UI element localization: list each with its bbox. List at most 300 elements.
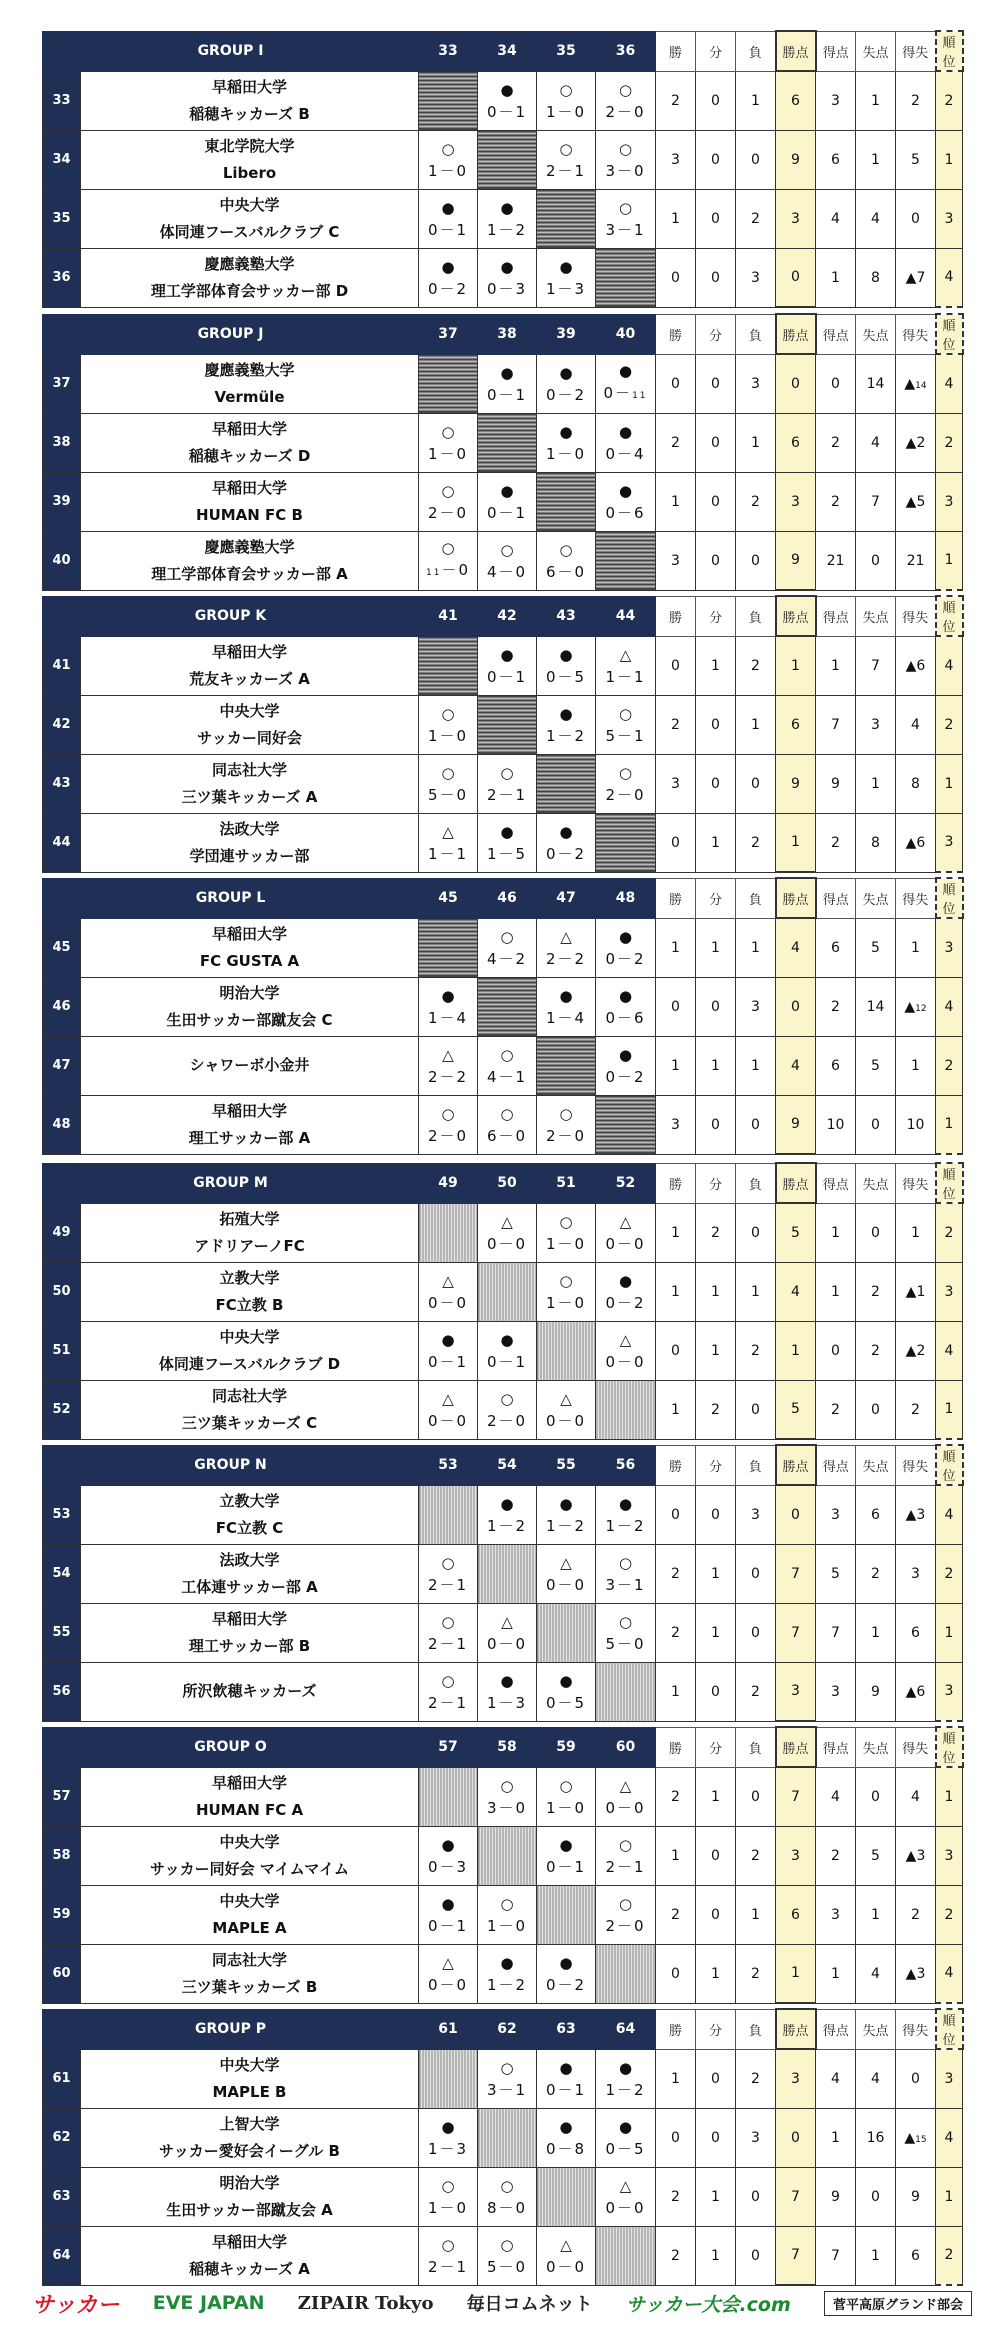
team-stat: 0 [656, 354, 696, 413]
result-symbol: ○ [441, 2176, 455, 2195]
result-symbol: ● [618, 2058, 633, 2077]
team-stat: 0 [736, 130, 776, 189]
team-name [81, 695, 419, 754]
self-match-cell [478, 130, 537, 189]
self-match-cell [478, 1262, 537, 1321]
self-match-cell [537, 189, 596, 248]
team-row [43, 354, 963, 413]
team-stat: 1 [736, 71, 776, 130]
match-score: 3－1 [605, 1575, 646, 1594]
team-name [81, 354, 419, 413]
team-stat: 3 [656, 130, 696, 189]
team-stat: 3 [936, 472, 963, 531]
result-symbol: △ [619, 2176, 632, 2195]
team-stat: 2 [936, 1885, 963, 1944]
match-result [419, 1826, 478, 1885]
match-result [537, 977, 596, 1036]
match-result [478, 354, 537, 413]
group-header-row [43, 596, 963, 636]
team-stat: ▲15 [896, 2108, 936, 2167]
team-stat: 0 [736, 1544, 776, 1603]
result-symbol: ○ [500, 2058, 514, 2077]
match-result [419, 1036, 478, 1095]
team-stat: 1 [656, 918, 696, 977]
team-stat: 2 [656, 2167, 696, 2226]
team-name-line2: MAPLE A [212, 1918, 287, 1937]
team-stat: 4 [856, 413, 896, 472]
sponsor-logo-soccer: サッカー [32, 2292, 120, 2318]
team-stat: 1 [656, 1826, 696, 1885]
result-symbol: ○ [618, 763, 633, 782]
result-symbol: △ [501, 1212, 513, 1231]
match-score: 1－0 [427, 726, 469, 745]
result-symbol: ● [500, 1494, 514, 1513]
match-score: 0－1 [486, 503, 528, 522]
team-name-line1: 立教大学 [219, 1268, 280, 1287]
team-stat: 3 [816, 1885, 856, 1944]
team-number: 54 [43, 1544, 81, 1603]
result-symbol: △ [619, 1212, 632, 1231]
team-stat: 4 [816, 1767, 856, 1826]
result-symbol: ○ [500, 2176, 514, 2195]
team-stat: 2 [856, 1262, 896, 1321]
match-score: 0－1 [486, 102, 528, 121]
team-name [81, 813, 419, 872]
team-stat: 0 [776, 248, 816, 307]
team-stat: 0 [776, 2108, 816, 2167]
match-result [419, 189, 478, 248]
team-name-line1: 立教大学 [219, 1491, 280, 1510]
team-stat: 0 [696, 248, 736, 307]
match-result [419, 2226, 478, 2285]
match-result [596, 1767, 656, 1826]
column-team-number: 54 [478, 1445, 537, 1485]
team-stat: 1 [696, 1603, 736, 1662]
team-stat: 1 [816, 636, 856, 695]
stat-header: 失点 [856, 596, 896, 636]
result-symbol: ○ [441, 763, 455, 782]
match-result [419, 695, 478, 754]
team-stat: 1 [696, 1544, 736, 1603]
team-stat: ▲3 [896, 1826, 936, 1885]
column-team-number: 43 [537, 596, 596, 636]
team-number: 43 [43, 754, 81, 813]
match-score: 1－1 [427, 844, 469, 863]
team-stat: 4 [936, 636, 963, 695]
team-stat: 1 [856, 130, 896, 189]
match-score: 3－1 [486, 2080, 528, 2099]
team-number: 42 [43, 695, 81, 754]
team-name-line2: サッカー同好会 [197, 728, 302, 747]
stat-header: 負 [736, 314, 776, 354]
group-table [42, 1162, 964, 1440]
column-team-number: 63 [537, 2009, 596, 2049]
match-score: 2－0 [605, 1916, 646, 1935]
team-stat: 4 [776, 918, 816, 977]
match-result [596, 1603, 656, 1662]
team-stat: 0 [656, 636, 696, 695]
team-stat: 4 [856, 2049, 896, 2108]
match-result [537, 1662, 596, 1721]
team-stat: 2 [656, 71, 696, 130]
match-result [596, 1826, 656, 1885]
match-score: 2－0 [427, 1126, 469, 1145]
match-score: 5－1 [605, 726, 646, 745]
team-name-line1: 慶應義塾大学 [204, 537, 295, 556]
team-name-line1: 同志社大学 [212, 1950, 288, 1969]
team-stat: 9 [896, 2167, 936, 2226]
team-stat: 2 [816, 813, 856, 872]
match-score: 3－1 [605, 220, 646, 239]
team-stat: 6 [776, 1885, 816, 1944]
stat-header: 勝点 [776, 2009, 816, 2049]
team-number: 57 [43, 1767, 81, 1826]
team-stat: 2 [936, 71, 963, 130]
stat-header: 勝 [656, 31, 696, 71]
team-stat: 1 [696, 1036, 736, 1095]
team-stat: 0 [736, 1603, 776, 1662]
team-stat: 1 [696, 636, 736, 695]
stat-header: 順位 [936, 1445, 963, 1485]
team-number: 46 [43, 977, 81, 1036]
team-row [43, 1380, 963, 1439]
team-row [43, 130, 963, 189]
column-team-number: 59 [537, 1727, 596, 1767]
team-name-line1: 同志社大学 [211, 760, 287, 779]
match-result [478, 1203, 537, 1262]
team-stat: 7 [816, 695, 856, 754]
group-name: GROUP N [43, 1445, 419, 1485]
team-stat: 3 [776, 1826, 816, 1885]
result-symbol: △ [442, 1271, 454, 1290]
team-stat: 6 [896, 2226, 936, 2285]
match-score: 0－4 [605, 444, 646, 463]
team-stat: ▲7 [896, 248, 936, 307]
team-name-line1: 早稲田大学 [211, 642, 287, 661]
team-name [81, 1203, 419, 1262]
stat-header: 勝 [656, 596, 696, 636]
team-stat: 2 [656, 2226, 696, 2285]
self-match-cell [596, 1095, 656, 1154]
group-name: GROUP P [43, 2009, 419, 2049]
stat-header: 得点 [816, 1727, 856, 1767]
team-stat: ▲12 [896, 977, 936, 1036]
team-row [43, 248, 963, 307]
team-stat: 3 [736, 2108, 776, 2167]
team-name-line2: サッカー同好会 マイムマイム [149, 1859, 350, 1878]
result-symbol: ○ [559, 80, 573, 99]
match-score: 2－0 [427, 503, 469, 522]
stat-header: 負 [736, 878, 776, 918]
result-symbol: ● [618, 1494, 633, 1513]
match-score: 0－6 [605, 1008, 646, 1027]
self-match-cell [537, 472, 596, 531]
team-stat: 0 [856, 1767, 896, 1826]
team-name [81, 1885, 419, 1944]
team-stat: 0 [696, 2108, 736, 2167]
team-stat: 3 [656, 754, 696, 813]
match-score: 0－1 [427, 1916, 469, 1935]
team-name-line2: 工体連サッカー部 A [181, 1577, 318, 1596]
team-number: 34 [43, 130, 81, 189]
self-match-cell [596, 813, 656, 872]
stat-header: 勝 [656, 1727, 696, 1767]
team-stat: 1 [736, 1262, 776, 1321]
team-stat: 7 [776, 1603, 816, 1662]
team-stat: 0 [856, 1095, 896, 1154]
column-team-number: 52 [596, 1163, 656, 1203]
match-result [478, 1036, 537, 1095]
match-result [596, 977, 656, 1036]
column-team-number: 38 [478, 314, 537, 354]
team-name-line2: FC立教 C [215, 1518, 284, 1537]
team-name-line1: 早稲田大学 [212, 478, 288, 497]
team-stat: 21 [816, 531, 856, 590]
group-name: GROUP I [43, 31, 419, 71]
match-result [419, 413, 478, 472]
team-name-line2: Libero [222, 163, 277, 182]
team-stat: ▲6 [896, 813, 936, 872]
self-match-cell [537, 1321, 596, 1380]
team-name [81, 2049, 419, 2108]
team-stat: 0 [736, 2167, 776, 2226]
sponsor-logo-soccer-taikai: サッカー大会.com [625, 2293, 791, 2316]
match-score: 0－2 [545, 385, 587, 404]
team-stat: 0 [856, 2167, 896, 2226]
match-score: 0－6 [605, 503, 646, 522]
team-row [43, 1262, 963, 1321]
team-stat: ▲14 [896, 354, 936, 413]
team-row [43, 1826, 963, 1885]
team-stat: 0 [736, 754, 776, 813]
stat-header: 得失 [896, 1727, 936, 1767]
result-symbol: △ [619, 1776, 632, 1795]
team-stat: 6 [776, 695, 816, 754]
stat-header: 勝点 [776, 1445, 816, 1485]
team-stat: 14 [856, 354, 896, 413]
stat-header: 失点 [856, 2009, 896, 2049]
team-row [43, 1203, 963, 1262]
team-number: 60 [43, 1944, 81, 2003]
match-score: 2－2 [545, 949, 587, 968]
self-match-cell [596, 1944, 656, 2003]
team-row [43, 413, 963, 472]
team-name [81, 1321, 419, 1380]
stat-header: 分 [696, 1727, 736, 1767]
team-name-line1: 法政大学 [219, 819, 280, 838]
match-result [478, 918, 537, 977]
match-result [478, 71, 537, 130]
match-result [419, 130, 478, 189]
team-stat: 10 [896, 1095, 936, 1154]
stat-header: 順位 [936, 1727, 963, 1767]
team-name-line2: 体同連フースバルクラブ C [159, 222, 340, 241]
team-name-line2: 理工サッカー部 B [188, 1636, 311, 1655]
stat-header: 順位 [936, 1163, 963, 1203]
team-stat: 0 [736, 1095, 776, 1154]
match-score: 2－1 [427, 1634, 469, 1653]
stat-header: 得失 [896, 314, 936, 354]
result-symbol: ○ [500, 927, 514, 946]
match-score: 0－8 [545, 2139, 587, 2158]
team-stat: ▲3 [896, 1944, 936, 2003]
team-name-line1: シャワーボ小金井 [189, 1056, 310, 1074]
result-symbol: ● [500, 257, 514, 276]
match-result [419, 1944, 478, 2003]
team-stat: 3 [936, 813, 963, 872]
self-match-cell [419, 1485, 478, 1544]
match-score: 2－1 [427, 1575, 469, 1594]
team-stat: 3 [936, 1262, 963, 1321]
match-score: 0－0 [427, 1975, 469, 1994]
team-name-line2: 体同連フースバルクラブ D [158, 1354, 341, 1373]
match-score: 8－0 [486, 2198, 528, 2217]
team-name [81, 1262, 419, 1321]
team-stat: 0 [776, 1485, 816, 1544]
match-result [478, 1944, 537, 2003]
match-score: 1－1 [605, 667, 646, 686]
team-stat: 4 [776, 1262, 816, 1321]
team-name-line2: 理工サッカー部 A [188, 1128, 311, 1147]
group-header-row [43, 878, 963, 918]
match-result [596, 1321, 656, 1380]
team-row [43, 2226, 963, 2285]
stat-header: 分 [696, 314, 736, 354]
team-stat: 1 [776, 1944, 816, 2003]
team-number: 33 [43, 71, 81, 130]
team-stat: 1 [936, 1380, 963, 1439]
team-number: 39 [43, 472, 81, 531]
team-stat: 0 [696, 1662, 736, 1721]
team-stat: 9 [776, 531, 816, 590]
stat-header: 順位 [936, 2009, 963, 2049]
result-symbol: ● [618, 481, 633, 500]
team-stat: 1 [856, 1885, 896, 1944]
stat-header: 得失 [896, 1445, 936, 1485]
stat-header: 得失 [896, 878, 936, 918]
team-row [43, 1885, 963, 1944]
match-result [537, 71, 596, 130]
team-stat: 2 [656, 1603, 696, 1662]
result-symbol: ● [500, 80, 514, 99]
team-stat: 2 [896, 71, 936, 130]
team-stat: 3 [816, 71, 856, 130]
result-symbol: △ [560, 1553, 572, 1572]
team-name-line2: 理工学部体育会サッカー部 D [150, 281, 349, 300]
team-name-line2: HUMAN FC B [196, 505, 303, 524]
match-result [419, 2167, 478, 2226]
team-stat: 1 [696, 1944, 736, 2003]
team-stat: 2 [736, 1662, 776, 1721]
team-name-line2: 三ツ葉キッカーズ B [181, 1977, 318, 1996]
match-result [537, 1944, 596, 2003]
team-stat: 4 [856, 189, 896, 248]
self-match-cell [419, 2049, 478, 2108]
column-team-number: 46 [478, 878, 537, 918]
team-stat: 4 [776, 1036, 816, 1095]
team-stat: 7 [776, 1544, 816, 1603]
match-result [478, 1485, 537, 1544]
team-stat: 0 [696, 1485, 736, 1544]
group-table [42, 2008, 964, 2286]
match-result [537, 531, 596, 590]
match-result [537, 130, 596, 189]
team-name-line1: 中央大学 [219, 2055, 280, 2074]
self-match-cell [537, 1885, 596, 1944]
team-name-line1: 早稲田大学 [212, 1101, 288, 1120]
group-name: GROUP M [43, 1163, 419, 1203]
self-match-cell [596, 531, 656, 590]
team-stat: 7 [776, 1767, 816, 1826]
team-stat: 2 [936, 1203, 963, 1262]
team-stat: 14 [856, 977, 896, 1036]
match-score: 2－1 [545, 161, 587, 180]
team-stat: 4 [936, 1944, 963, 2003]
team-stat: 0 [696, 2049, 736, 2108]
group-header-row [43, 1163, 963, 1203]
group-name: GROUP K [43, 596, 419, 636]
match-score: 0－0 [486, 1234, 528, 1253]
team-stat: 0 [736, 1380, 776, 1439]
result-symbol: ○ [559, 540, 573, 559]
result-symbol: ○ [618, 1612, 633, 1631]
team-stat: 0 [696, 695, 736, 754]
team-stat: 0 [856, 531, 896, 590]
team-name-line2: 荒友キッカーズ A [189, 669, 310, 688]
stat-header: 失点 [856, 31, 896, 71]
stat-header: 得点 [816, 2009, 856, 2049]
result-symbol: ○ [441, 2235, 455, 2254]
team-stat: 1 [856, 1603, 896, 1662]
result-symbol: ○ [500, 763, 514, 782]
team-row [43, 1603, 963, 1662]
stat-header: 分 [696, 1445, 736, 1485]
column-team-number: 64 [596, 2009, 656, 2049]
team-stat: 2 [656, 1767, 696, 1826]
team-stat: 1 [896, 1036, 936, 1095]
stat-header: 負 [736, 1727, 776, 1767]
match-result [478, 1767, 537, 1826]
team-stat: 3 [776, 472, 816, 531]
group-table [42, 595, 964, 873]
match-result [596, 189, 656, 248]
match-result [537, 813, 596, 872]
match-score: 1－0 [427, 2198, 469, 2217]
team-stat: 0 [696, 130, 736, 189]
match-result [537, 413, 596, 472]
column-team-number: 62 [478, 2009, 537, 2049]
team-name [81, 636, 419, 695]
team-name [81, 248, 419, 307]
team-stat: 4 [936, 248, 963, 307]
result-symbol: ○ [618, 198, 633, 217]
result-symbol: ○ [441, 1612, 455, 1631]
match-result [537, 1203, 596, 1262]
match-result [596, 1544, 656, 1603]
team-number: 62 [43, 2108, 81, 2167]
match-result [537, 248, 596, 307]
team-stat: 3 [936, 918, 963, 977]
team-stat: 10 [816, 1095, 856, 1154]
team-stat: 3 [896, 1544, 936, 1603]
match-result [596, 2049, 656, 2108]
match-score: 0－1 [486, 385, 528, 404]
result-symbol: ○ [441, 139, 455, 158]
result-symbol: ● [441, 986, 455, 1005]
match-result [537, 1380, 596, 1439]
match-score: 0－0 [605, 1234, 646, 1253]
match-result [478, 248, 537, 307]
